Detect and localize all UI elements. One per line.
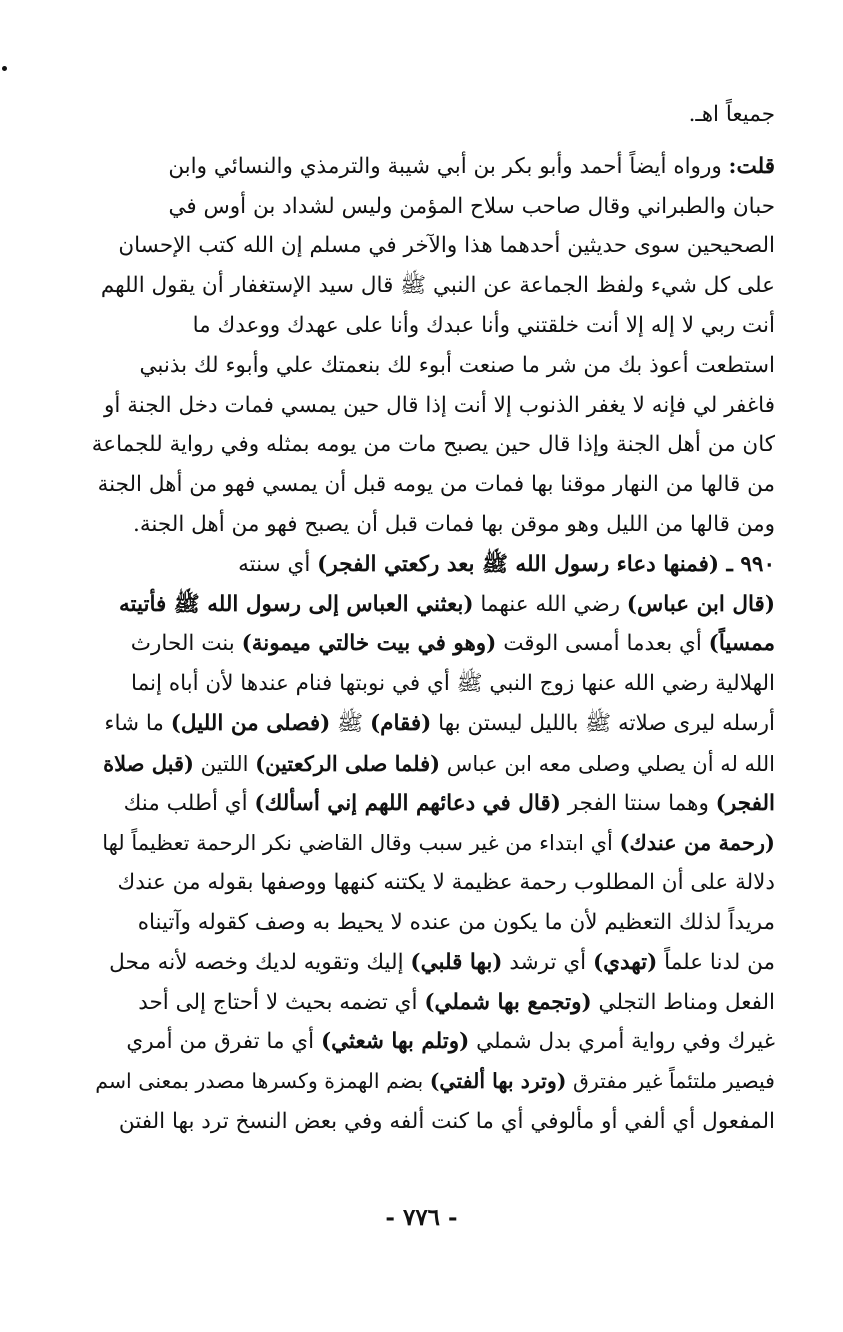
text-line: [92, 664, 775, 704]
text-run: الفعل ومناط التجلي: [591, 989, 775, 1015]
text-line: [92, 624, 775, 664]
text-line: [92, 943, 775, 983]
bold-text-run: قلت:: [728, 153, 775, 179]
text-line: [92, 266, 775, 306]
text-run: من لدنا علماً: [657, 949, 775, 975]
text-run: جميعاً اهـ.: [688, 102, 775, 127]
text-run: رضي الله عنهما: [473, 591, 627, 617]
text-run: استطعت أعوذ بك من شر ما صنعت أبوء لك بنعمتك علي وأبوء لك بذنبي: [139, 352, 775, 378]
bold-text-run: (فلما صلى الركعتين): [255, 750, 441, 776]
text-run: مريداً لذلك التعظيم لأن ما يكون من عنده لا يحيط به وصف كقوله وآتيناه: [137, 909, 775, 935]
text-line: [92, 545, 775, 585]
bold-text-run: ممسياً): [708, 631, 775, 657]
text-line: [92, 465, 775, 505]
text-line: [92, 147, 775, 187]
text-line: [92, 505, 775, 545]
text-line: [92, 306, 775, 346]
text-run: أي سنته: [238, 551, 318, 577]
text-line: [92, 1102, 775, 1142]
bold-text-run: (فقام): [369, 710, 432, 736]
text-line: [92, 983, 775, 1023]
text-run: المفعول أي ألفي أو مألوفي أي ما كنت ألفه وفي بعض النسخ ترد بها الفتن: [118, 1108, 775, 1134]
text-run: الله له أن يصلي وصلى معه ابن عباس: [440, 751, 775, 776]
bold-text-run: (بعثني العباس إلى رسول الله ﷺ فأتيته: [118, 591, 474, 617]
text-run: بضم الهمزة وكسرها مصدر بمعنى اسم: [95, 1069, 430, 1094]
bold-text-run: (تهدي): [592, 949, 658, 975]
text-run: ورواه أيضاً أحمد وأبو بكر بن أبي شيبة والترمذي والنسائي وابن: [168, 153, 729, 179]
bold-text-run: (فصلى من الليل): [170, 710, 331, 736]
text-run: ومن قالها من الليل وهو موقن بها فمات قبل أن يصبح فهو من أهل الجنة.: [133, 511, 775, 537]
page-body: [92, 95, 775, 1175]
text-run: دلالة على أن المطلوب رحمة عظيمة لا يكتنه كنهها ووصفها بقوله من عندك: [117, 870, 775, 896]
text-run: ما شاء: [104, 710, 171, 736]
text-line: [92, 1062, 775, 1102]
text-line: [92, 95, 775, 135]
text-line: [92, 903, 775, 943]
text-run: وهما سنتا الفجر: [560, 790, 716, 816]
text-line: [92, 784, 775, 824]
bold-text-run: (وتلم بها شعثي): [320, 1029, 470, 1055]
text-line: [92, 863, 775, 903]
text-run: فيصير ملتئماً غير مفترق: [566, 1069, 775, 1094]
text-run: اللتين: [193, 751, 256, 776]
bold-text-run: (وتجمع بها شملي): [424, 989, 592, 1015]
text-line: [92, 704, 775, 744]
text-line: [92, 226, 775, 266]
text-run: أنت ربي لا إله إلا أنت خلقتني وأنا عبدك وأنا على عهدك ووعدك ما: [192, 312, 775, 338]
text-run: ﷺ: [330, 710, 370, 736]
bold-text-run: (رحمة من عندك): [619, 830, 775, 856]
text-line: [92, 386, 775, 426]
page-number: - ٧٧٦ -: [385, 1204, 458, 1231]
text-run: أي ترشد: [502, 949, 593, 975]
text-run: من قالها من النهار موقنا بها فمات من يومه قبل أن يمسي فهو من أهل الجنة: [97, 472, 775, 498]
bold-text-run: الفجر): [715, 790, 775, 816]
text-run: حبان والطبراني وقال صاحب سلاح المؤمن وليس لشداد بن أوس في: [168, 193, 775, 219]
text-run: الصحيحين سوى حديثين أحدهما هذا والآخر في مسلم إن الله كتب الإحسان: [118, 233, 775, 259]
text-line: [92, 346, 775, 386]
bold-text-run: (قال ابن عباس): [626, 591, 775, 617]
bold-text-run: (قال في دعائهم اللهم إني أسألك): [254, 790, 561, 816]
text-run: بنت الحارث: [130, 631, 242, 657]
text-run: فاغفر لي فإنه لا يغفر الذنوب إلا أنت إذا قال حين يمسي فمات دخل الجنة أو: [104, 392, 775, 418]
text-run: غيرك وفي رواية أمري بدل شملي: [469, 1029, 775, 1055]
bold-text-run: (قبل صلاة: [103, 750, 194, 776]
text-line: [92, 823, 775, 863]
text-line: [92, 425, 775, 465]
text-line: [92, 187, 775, 227]
text-line: [92, 1022, 775, 1062]
text-run: أي تضمه بحيث لا أحتاج إلى أحد: [138, 989, 425, 1015]
bold-text-run: (وترد بها ألفتي): [429, 1069, 567, 1094]
text-run: كان من أهل الجنة وإذا قال حين يصبح مات من يومه بمثله وفي رواية للجماعة: [91, 432, 775, 458]
text-run: أي بعدما أمسى الوقت: [496, 631, 709, 657]
text-run: إليك وتقويه لديك وخصه لأنه محل: [109, 949, 411, 975]
bold-text-run: (بها قلبي): [410, 949, 503, 975]
text-run: على كل شيء ولفظ الجماعة عن النبي ﷺ قال سيد الإستغفار أن يقول اللهم: [100, 273, 775, 299]
bold-text-run: (وهو في بيت خالتي ميمونة): [241, 631, 497, 657]
text-run: أي ابتداء من غير سبب وقال القاضي نكر الرحمة تعظيماً لها: [102, 831, 620, 856]
text-run: الهلالية رضي الله عنها زوج النبي ﷺ أي في نوبتها فنام عندها لأن أباه إنما: [131, 671, 775, 697]
text-line: [92, 744, 775, 784]
margin-dot: [2, 66, 7, 71]
text-run: أرسله ليرى صلاته ﷺ بالليل ليستن بها: [431, 710, 775, 736]
text-run: أي ما تفرق من أمري: [126, 1029, 321, 1055]
text-line: [92, 585, 775, 625]
text-run: أي أطلب منك: [123, 790, 255, 816]
bold-text-run: ٩٩٠ ـ (فمنها دعاء رسول الله ﷺ بعد ركعتي الفجر): [317, 551, 775, 577]
